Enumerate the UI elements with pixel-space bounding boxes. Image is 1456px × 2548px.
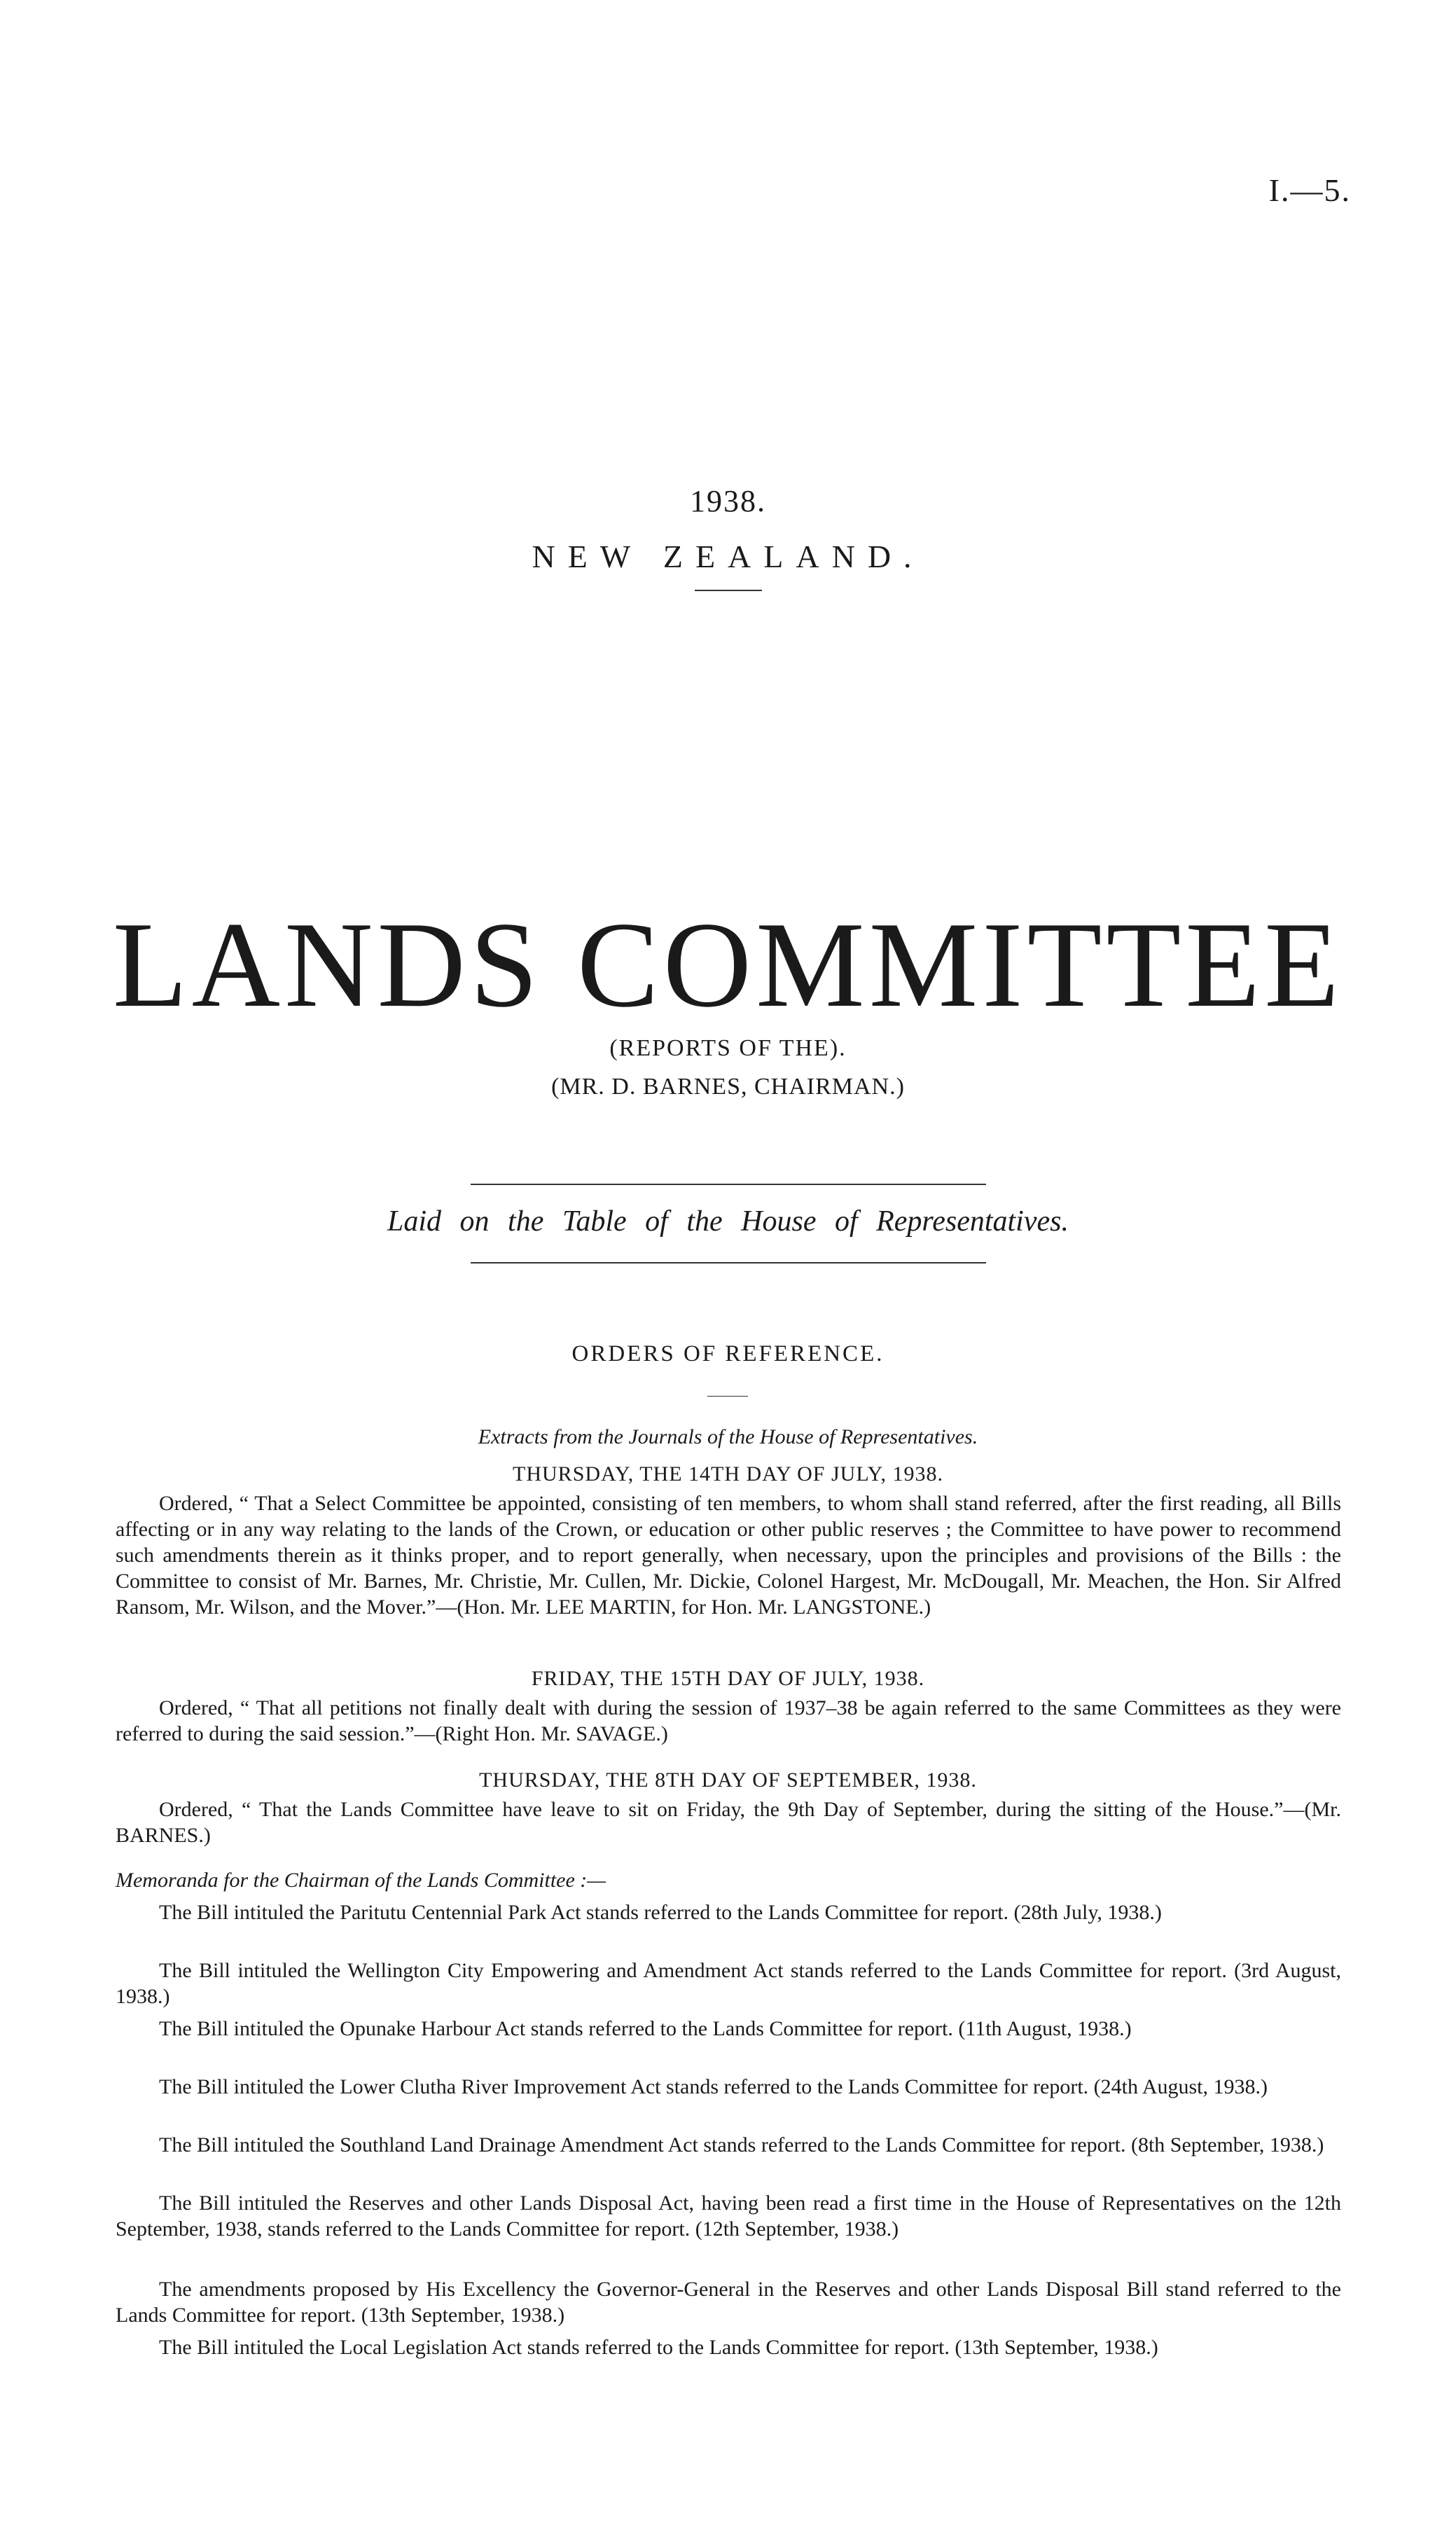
memo-item: The Bill intituled the Opunake Harbour Act stands referred to the Lands Committee for report. (11th August, 1938.) [159, 2017, 1132, 2040]
page-title: LANDS COMMITTEE [112, 896, 1344, 1032]
memo-item: The Bill intituled the Lower Clutha River Improvement Act stands referred to the Lands Committee for report. (24th August, 1938.) [159, 2075, 1268, 2098]
rule-below-laid [471, 1262, 986, 1263]
rule-above-laid [471, 1184, 986, 1185]
section-date: THURSDAY, THE 8TH DAY OF SEPTEMBER, 1938. [479, 1768, 977, 1792]
order-paragraph: Ordered, “ That all petitions not finally dealt with during the session of 1937–38 be again referred to the same Committees as they were referred to during the said session.”—(Right Hon. Mr. SAVAGE.) [116, 1696, 1341, 1745]
short-rule [695, 590, 762, 591]
orders-rule [707, 1396, 748, 1397]
orders-heading: ORDERS OF REFERENCE. [571, 1341, 885, 1366]
order-paragraph: Ordered, “ That the Lands Committee have leave to sit on Friday, the 9th Day of September, during the sitting of the House.”—(Mr. BARNES.) [116, 1798, 1341, 1847]
year: 1938. [690, 484, 766, 518]
extracts-line: Extracts from the Journals of the House of Representatives. [478, 1425, 978, 1448]
memo-item: The Bill intituled the Local Legislation Act stands referred to the Lands Committee for report. (13th September, 1938.) [159, 2336, 1158, 2359]
memo-item: The Bill intituled the Reserves and other Lands Disposal Act, having been read a first time in the House of Representatives on the 12th September, 1938, stands referred to the Lands Committee for report. (12th September, 1938.) [116, 2192, 1341, 2241]
memo-item: The amendments proposed by His Excellency the Governor-General in the Reserves and other Lands Disposal Bill stand referred to the Lands Committee for report. (13th September, 1938.) [116, 2278, 1341, 2327]
section-date: THURSDAY, THE 14TH DAY OF JULY, 1938. [513, 1462, 943, 1486]
memo-item: The Bill intituled the Wellington City Empowering and Amendment Act stands referred to the Lands Committee for report. (3rd August, 1938.) [116, 1959, 1341, 2008]
chairman: (MR. D. BARNES, CHAIRMAN.) [551, 1074, 905, 1100]
subtitle: (REPORTS OF THE). [609, 1035, 847, 1061]
section-date: FRIDAY, THE 15TH DAY OF JULY, 1938. [531, 1667, 925, 1690]
country: NEW ZEALAND. [532, 539, 924, 574]
document-reference: I.—5. [1268, 172, 1351, 208]
laid-on-table: Laid on the Table of the House of Representatives. [387, 1205, 1069, 1238]
memoranda-heading: Memoranda for the Chairman of the Lands Committee :— [116, 1869, 606, 1892]
memo-item: The Bill intituled the Southland Land Drainage Amendment Act stands referred to the Lands Committee for report. (8th September, 1938.) [159, 2133, 1324, 2156]
order-paragraph: Ordered, “ That a Select Committee be appointed, consisting of ten members, to whom shall stand referred, after the first reading, all Bills affecting or in any way relating to the lands of the Crown, or education or other public reserves ; the Committee to have power to recommend such amendments therein as it thinks proper, and to report generally, when necessary, upon the principles and provisions of the Bills : the Committee to consist of Mr. Barnes, Mr. Christie, Mr. Cullen, Mr. Dickie, Colonel Hargest, Mr. McDougall, Mr. Meachen, the Hon. Sir Alfred Ransom, Mr. Wilson, and the Mover.”—(Hon. Mr. LEE MARTIN, for Hon. Mr. LANGSTONE.) [116, 1492, 1341, 1619]
memo-item: The Bill intituled the Paritutu Centennial Park Act stands referred to the Lands Committee for report. (28th July, 1938.) [159, 1901, 1162, 1924]
